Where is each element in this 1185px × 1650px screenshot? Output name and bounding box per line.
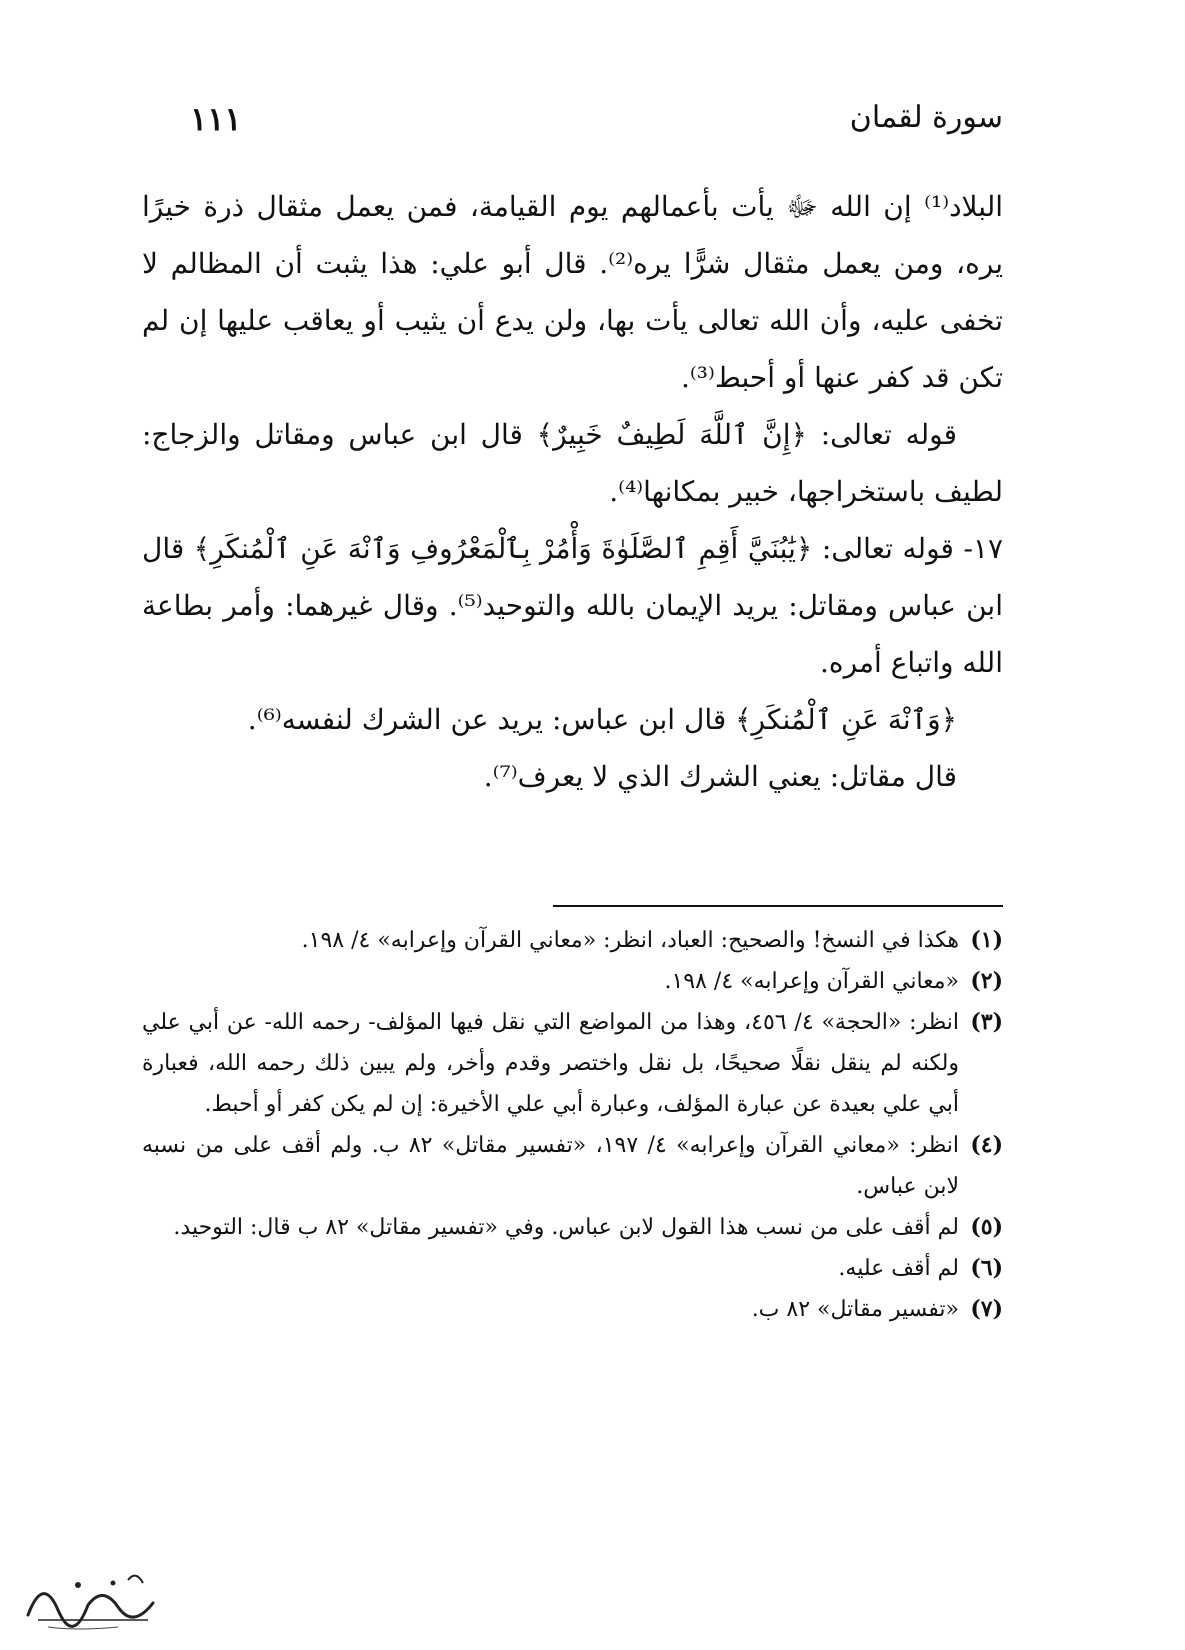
paragraph-5: قال مقاتل: يعني الشرك الذي لا يعرف⁽⁷⁾. [483,760,957,793]
footnote-text: «تفسير مقاتل» ٨٢ ب. [751,1297,959,1322]
footnote-text: لم أقف على من نسب هذا القول لابن عباس. وفي «تفسير مقاتل» ٨٢ ب قال: التوحيد. [173,1215,959,1240]
footnote-7 [142,1289,1003,1330]
footnote-1 [142,920,1003,961]
paragraph-1: البلاد⁽¹⁾ إن الله ﷻ يأت بأعمالهم يوم القيامة، فمن يعمل مثقال ذرة خيرًا يره، ومن يعمل مثقال شرًّا يره⁽²⁾. قال أبو علي: هذا يثبت أن المظالم لا تخفى عليه، وأن الله تعالى يأت بها، ولن يدع أن يثيب أو يعاقب عليها إن لم تكن قد كفر عنها أو أحبط⁽³⁾. [142,190,1003,394]
footnote-number: (٧) [970,1296,1003,1322]
footnote-4 [142,1125,1003,1207]
paragraph-2: قوله تعالى: ﴿إِنَّ ٱللَّهَ لَطِيفٌ خَبِيرٌ﴾ قال ابن عباس ومقاتل والزجاج: لطيف باستخراجها، خبير بمكانها⁽⁴⁾. [142,418,1003,508]
footnote-text: هكذا في النسخ! والصحيح: العباد، انظر: «معاني القرآن وإعرابه» ٤/ ١٩٨. [301,928,959,953]
footnote-text: انظر: «معاني القرآن وإعرابه» ٤/ ١٩٧، «تفسير مقاتل» ٨٢ ب. ولم أقف على من نسبه لابن عباس. [142,1133,960,1199]
main-text [142,178,1003,805]
footnote-2 [142,961,1003,1002]
footnote-number: (٣) [970,1009,1003,1035]
footnote-5 [142,1207,1003,1248]
footnote-number: (٦) [970,1255,1003,1281]
page-number: ١١١ [190,100,242,138]
footnote-number: (٢) [970,968,1003,994]
page-header [190,100,1003,150]
footnote-6 [142,1248,1003,1289]
paragraph-3: ١٧- قوله تعالى: ﴿يَٰبُنَيَّ أَقِمِ ٱلصَّلَوٰةَ وَأْمُرْ بِٱلْمَعْرُوفِ وَٱنْهَ عَنِ ٱلْمُنكَرِ﴾ قال ابن عباس ومقاتل: يريد الإيمان بالله والتوحيد⁽⁵⁾. وقال غيرهما: وأمر بطاعة الله واتباع أمره. [142,532,1003,679]
footnotes [142,920,1003,1330]
footnote-3 [142,1002,1003,1125]
footnote-text: انظر: «الحجة» ٤/ ٤٥٦، وهذا من المواضع التي نقل فيها المؤلف- رحمه الله- عن أبي علي ولكنه لم ينقل نقلًا صحيحًا، بل نقل واختصر وقدم وأخر، ولم يبين ذلك رحمه الله، فعبارة أبي علي بعيدة عن عبارة المؤلف، وعبارة أبي علي الأخيرة: إن لم يكن كفر أو أحبط. [142,1010,959,1117]
footnote-number: (٥) [970,1214,1003,1240]
footnote-text: لم أقف عليه. [838,1256,959,1281]
footnote-divider [553,905,1003,907]
paragraph-4: ﴿وَٱنْهَ عَنِ ٱلْمُنكَرِ﴾ قال ابن عباس: يريد عن الشرك لنفسه⁽⁶⁾. [247,703,957,736]
calligraphy-logo-icon [18,1565,168,1635]
footnote-text: «معاني القرآن وإعرابه» ٤/ ١٩٨. [664,969,959,994]
surah-title: سورة لقمان [849,100,1003,135]
footnote-number: (١) [970,927,1003,953]
footnote-number: (٤) [970,1132,1003,1158]
